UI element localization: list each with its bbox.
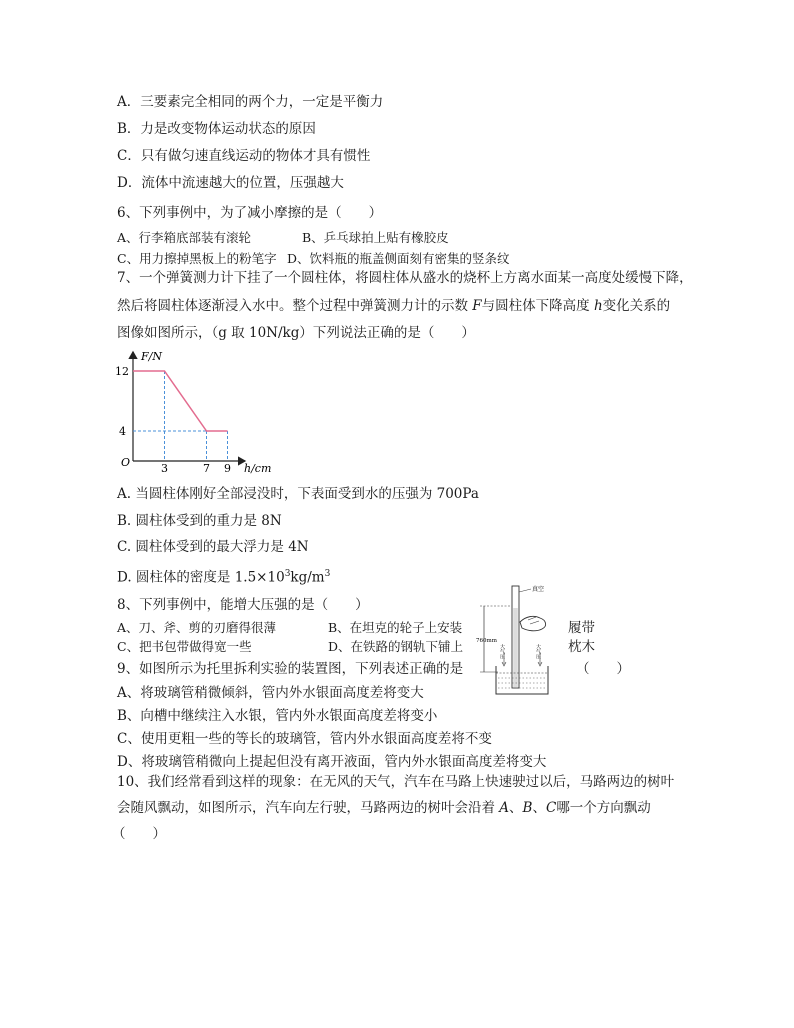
q6-stem: 6、下列事例中，为了减小摩擦的是（ ） [117,205,383,221]
q7-option-d-pre: D. 圆柱体的密度是 1.5×10 [117,569,285,586]
height-label: 760mm [476,638,497,644]
q8-option-a: A、刀、斧、剪的刃磨得很薄 [117,620,277,635]
q9-option-d: D、将玻璃管稍微向上提起但没有离开液面，管内外水银面高度差将变大 [117,754,547,770]
q7-var-h: h [593,298,603,314]
q10-line2-post: 哪一个方向飘动 [556,800,651,816]
vacuum-label: 真空 [532,586,545,593]
q9-option-a: A、将玻璃管稍微倾斜，管内外水银面高度差将变大 [117,685,424,701]
q7-line1: 7、一个弹簧测力计下挂了一个圆柱体，将圆柱体从盛水的烧杯上方离水面某一高度处缓慢下降， [117,270,693,286]
q9-option-c: C、使用更粗一些的等长的玻璃管，管内外水银面高度差将不变 [117,731,492,747]
air-pressure-label-right: 大气压 [535,644,541,659]
q10-opt-a: A [499,800,510,816]
q9-paren: （ ） [576,661,630,677]
hand-drawing [520,616,546,630]
q7-line2-mid: 与圆柱体下降高度 [481,298,594,314]
q10-line1: 10、我们经常看到这样的现象：在无风的天气，汽车在马路上快速驶过以后，马路两边的树叶 [117,774,675,790]
q8-option-b: B、在坦克的轮子上安装 [328,620,463,635]
q8-option-d: D、在铁路的钢轨下铺上 [328,639,464,654]
q10-opt-c: C [545,800,557,816]
q7-line2 [117,298,670,314]
q10-sep2: 、 [532,800,546,816]
q10-line3: （ ） [112,826,166,842]
q7-option-b: B. 圆柱体受到的重力是 8N [117,513,282,529]
q10-line2-pre: 会随风飘动，如图所示，汽车向左行驶，马路两边的树叶会沿着 [117,800,500,816]
q5-option-c: C．只有做匀速直线运动的物体才具有惯性 [117,148,371,164]
origin-label: O [121,456,131,469]
q5-option-d: D．流体中流速越大的位置，压强越大 [117,175,344,191]
q7-option-d-unit: kg/m [290,569,325,586]
q7-force-height-chart [110,348,310,478]
x-tick-label-3: 3 [161,462,168,475]
y-axis-label: F/N [141,350,162,363]
q6-option-a: A、行李箱底部装有滚轮 [117,230,252,245]
mercury-column [513,608,518,687]
q8-stem: 8、下列事例中，能增大压强的是（ ） [117,597,369,613]
q7-option-d-unit-exp: 3 [324,569,331,579]
air-pressure-label-left: 大气压 [499,644,505,659]
x-tick-label-7: 7 [203,462,210,475]
q5-option-b: B．力是改变物体运动状态的原因 [117,121,316,137]
y-tick-label-12: 12 [115,365,129,378]
q7-option-d-exp: 3 [284,569,291,579]
q9-option-b: B、向槽中继续注入水银，管内外水银面高度差将变小 [117,708,438,724]
q8-option-d-tail: 枕木 [568,639,595,655]
y-tick-label-4: 4 [119,425,126,438]
x-tick-label-9: 9 [224,462,231,475]
x-axis-label: h/cm [244,462,272,475]
q6-option-d: D、饮料瓶的瓶盖侧面刻有密集的竖条纹 [287,251,510,266]
q8-option-b-tail: 履带 [568,620,595,636]
q7-var-f: F [472,298,482,314]
q10-line2 [117,800,651,816]
q7-line3: 图像如图所示，（g 取 10N/kg）下列说法正确的是（ ） [117,325,475,341]
q6-option-c: C、用力擦掉黑板上的粉笔字 [117,251,277,266]
q7-option-c: C. 圆柱体受到的最大浮力是 4N [117,539,309,555]
q6-option-b: B、乒乓球拍上贴有橡胶皮 [302,230,449,245]
q7-option-a: A. 当圆柱体刚好全部浸没时，下表面受到水的压强为 700Pa [117,486,479,502]
q10-opt-b: B [522,800,533,816]
q9-stem: 9、如图所示为托里拆利实验的装置图，下列表述正确的是 [117,661,464,677]
q7-line2-post: 变化关系的 [602,298,671,314]
q5-option-a: A．三要素完全相同的两个力，一定是平衡力 [117,94,384,110]
torricelli-apparatus-figure [476,582,568,710]
mercury-trough [496,666,548,694]
q7-option-d [117,566,330,586]
force-series-line [133,371,228,431]
q7-line2-pre: 然后将圆柱体逐渐浸入水中。整个过程中弹簧测力计的示数 [117,298,473,314]
q10-sep1: 、 [509,800,523,816]
q8-option-c: C、把书包带做得宽一些 [117,639,252,654]
